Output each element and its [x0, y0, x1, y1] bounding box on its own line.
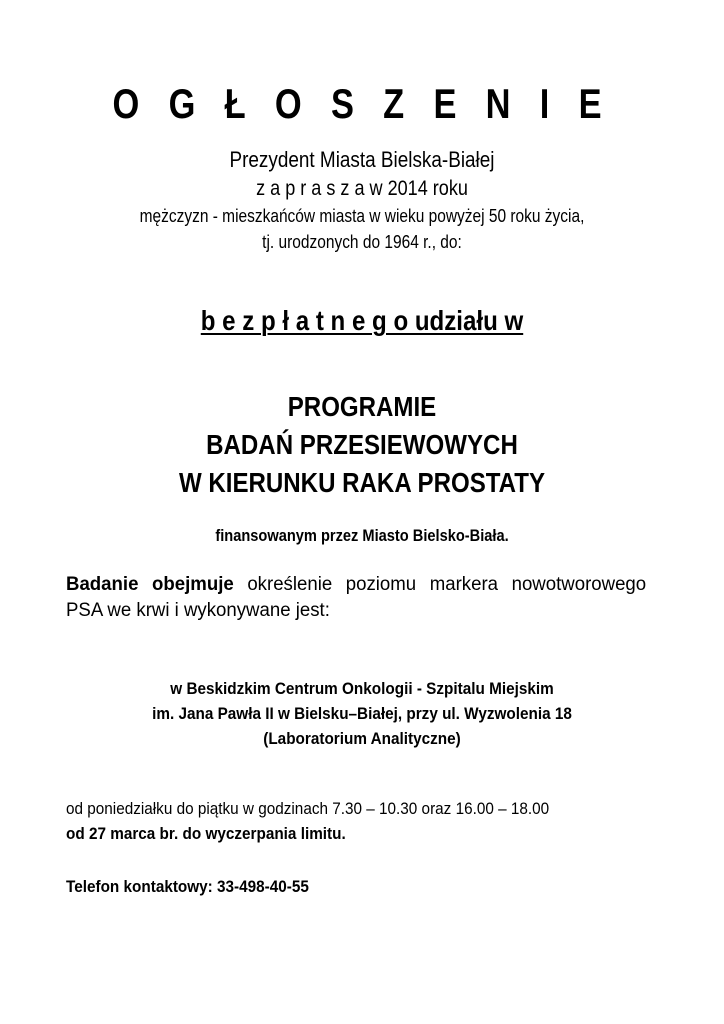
intro-line-target-group: mężczyzn - mieszkańców miasta w wieku powyżej 50 roku życia, — [139, 206, 585, 226]
location-line-2: im. Jana Pawła II w Bielsku–Białej, przy ul. Wyzwolenia 18 — [152, 704, 572, 723]
announcement-title: O G Ł O S Z E N I E — [112, 80, 612, 127]
location-block — [36, 676, 688, 751]
intro-line-birth-year: tj. urodzonych do 1964 r., do: — [262, 232, 462, 252]
program-title — [51, 388, 674, 502]
headline-text: b e z p ł a t n e g o udziału w — [200, 305, 524, 336]
schedule-hours: od poniedziałku do piątku w godzinach 7.30 – 10.30 oraz 16.00 – 18.00 — [66, 799, 550, 818]
schedule-block — [66, 796, 549, 846]
intro-line-mayor: Prezydent Miasta Bielska-Białej — [229, 147, 495, 172]
description-paragraph — [66, 572, 646, 624]
description-text: określenie poziomu markera nowotworowego PSA we krwi i wykonywane jest: — [66, 574, 647, 621]
financing-note: finansowanym przez Miasto Bielsko-Biała. — [215, 526, 509, 545]
contact-phone: Telefon kontaktowy: 33-498-40-55 — [66, 877, 309, 896]
intro-line-invites: z a p r a s z a w 2014 roku — [256, 177, 468, 200]
location-line-1: w Beskidzkim Centrum Onkologii - Szpitalu Miejskim — [170, 679, 554, 698]
description-bold-lead: Badanie obejmuje — [66, 574, 234, 595]
program-title-line-1: PROGRAMIE — [287, 391, 437, 422]
program-title-line-2: BADAŃ PRZESIEWOWYCH — [206, 429, 518, 460]
headline — [51, 305, 674, 337]
location-line-3: (Laboratorium Analityczne) — [263, 729, 461, 748]
program-title-line-3: W KIERUNKU RAKA PROSTATY — [178, 467, 546, 498]
schedule-period: od 27 marca br. do wyczerpania limitu. — [66, 824, 346, 843]
